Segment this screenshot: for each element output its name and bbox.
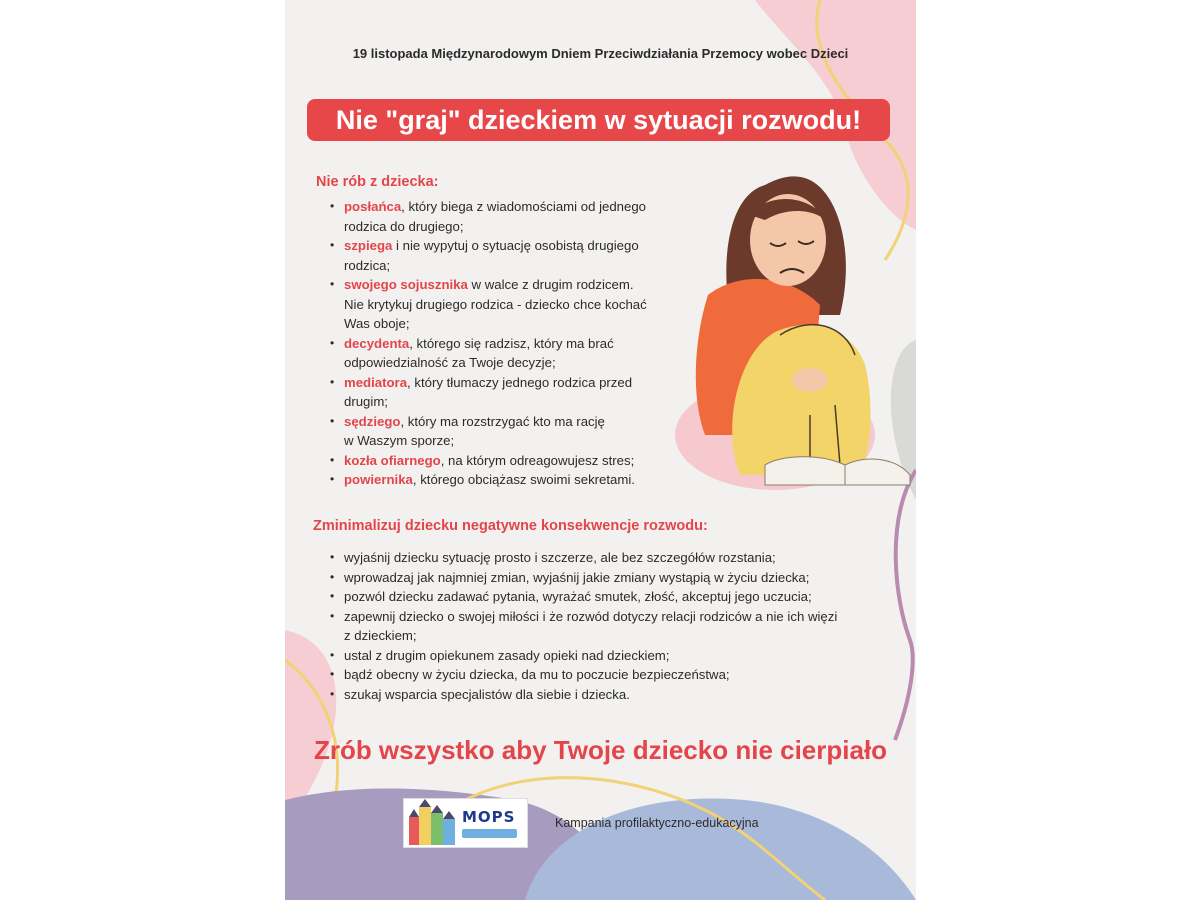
item-keyword: powiernika [344,472,413,487]
minimize-list-item [328,646,888,666]
minimize-list-item [328,568,888,588]
logo-subtitle-bar [462,829,517,838]
minimize-list-item [328,665,888,685]
item-text: Nie krytykuj drugiego rodzica - dziecko chce kochać [344,296,647,312]
item-text: rodzica do drugiego; [344,218,464,234]
item-text: w Waszym sporze; [344,433,455,448]
item-text: wprowadzaj jak najmniej zmian, wyjaśnij jakie zmiany wystąpią w życiu dziecka; [344,569,810,585]
item-text: wyjaśnij dziecku sytuację prosto i szczerze, ale bez szczegółów rozstania; [344,550,776,565]
purple-curve-right [895,470,916,740]
dont-section-heading: Nie rób z dziecka: [316,174,439,190]
item-keyword: kozła ofiarnego [344,452,441,468]
item-text: z dzieckiem; [344,628,417,643]
item-keyword: swojego sojusznika [344,277,468,292]
dont-list-item [328,197,673,236]
item-text: , który biega z wiadomościami od jednego [401,199,647,214]
item-text: szukaj wsparcia specjalistów dla siebie i dziecka. [344,686,630,702]
item-text: w walce z drugim rodzicem. [467,277,634,292]
item-text: pozwól dziecku zadawać pytania, wyrażać smutek, złość, akceptuj jego uczucia; [344,589,812,604]
dont-list-item [328,373,673,412]
item-text: ustal z drugim opiekunem zasady opieki nad dzieckiem; [344,647,670,663]
item-keyword: posłańca [344,199,402,214]
dont-list-item [328,236,673,275]
minimize-section-heading: Zminimalizuj dziecku negatywne konsekwencje rozwodu: [313,518,708,534]
item-keyword: szpiega [344,238,393,253]
dont-list-item [328,470,673,490]
item-text: , który tłumaczy jednego rodzica przed [407,374,633,390]
minimize-list-item [328,548,888,568]
buildings-icon [407,799,459,847]
item-text: odpowiedzialność za Twoje decyzje; [344,355,556,370]
item-text: zapewnij dziecko o swojej miłości i że rozwód dotyczy relacji rodziców a nie ich więzi [344,608,838,624]
minimize-list-item [328,685,888,705]
item-text: i nie wypytuj o sytuację osobistą drugiego [392,238,639,253]
item-keyword: mediatora [344,374,408,390]
item-text: drugim; [344,394,388,409]
dont-list-item [328,275,673,334]
dont-list-item [328,451,673,471]
blue-blob-bottom [525,798,916,900]
event-line: 19 listopada Międzynarodowym Dniem Przeciwdziałania Przemocy wobec Dzieci [352,46,849,61]
item-text: , którego się radzisz, który ma brać [409,335,614,351]
closing-message: Zrób wszystko aby Twoje dziecko nie cierpiało [313,735,888,765]
logo-text: MOPS [462,808,516,826]
poster [285,0,916,900]
dont-list [328,197,673,490]
minimize-list [328,548,888,704]
minimize-list-item [328,587,888,607]
item-text: Was oboje; [344,316,410,331]
minimize-list-item [328,607,888,646]
item-text: , na którym odreagowujesz stres; [440,452,635,468]
item-text: , który ma rozstrzygać kto ma rację [400,413,605,429]
item-text: , którego obciążasz swoimi sekretami. [412,472,635,487]
item-text: rodzica; [344,257,391,273]
page-title: Nie "graj" dzieckiem w sytuacji rozwodu! [307,99,890,141]
mops-logo [403,798,528,848]
item-keyword: decydenta [344,335,410,351]
sad-girl-illustration [670,165,916,500]
dont-list-item [328,412,673,451]
campaign-label: Kampania profilaktyczno-edukacyjna [555,816,759,830]
dont-list-item [328,334,673,373]
item-keyword: sędziego [344,413,401,429]
item-text: bądź obecny w życiu dziecka, da mu to poczucie bezpieczeństwa; [344,667,730,682]
